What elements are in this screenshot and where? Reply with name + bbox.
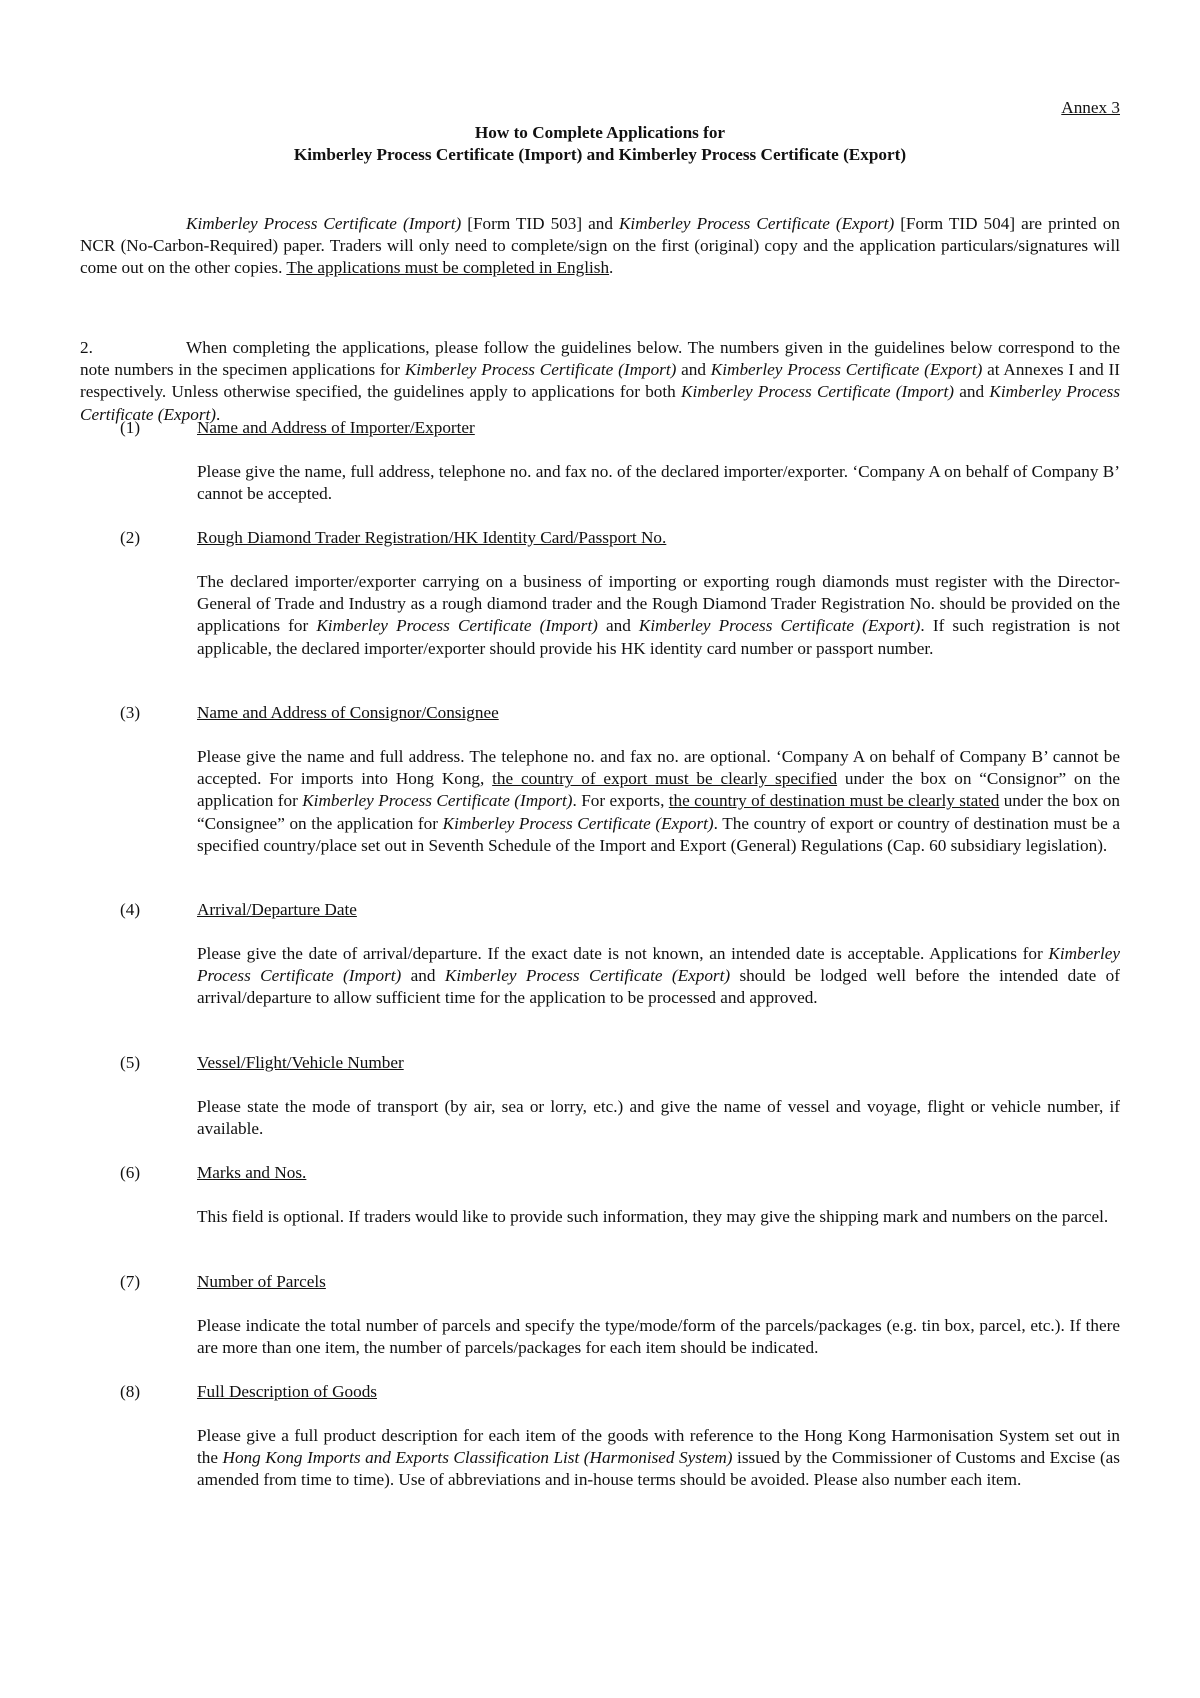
guideline-item — [120, 1381, 1120, 1492]
text-run: issued by the Commissioner of Customs and Excise (as amended from time to time). Use of abbreviations and in-house terms should be avoided. Please also number each item. — [197, 1448, 1120, 1490]
item-heading: Rough Diamond Trader Registration/HK Identity Card/Passport No. — [197, 528, 667, 547]
guideline-item — [120, 417, 1120, 505]
text-run: under the box on “Consignor” on the application for — [197, 769, 1120, 811]
paragraph-number: 2. — [80, 338, 93, 357]
item-number: (2) — [120, 528, 141, 547]
text-run: The declared importer/exporter carrying on a business of importing or exporting rough diamonds must register with the Director-General of Trade and Industry as a rough diamond trader and the Rough Diamond Trader Registration No. should be provided on the applications for — [197, 572, 1120, 636]
guideline-item — [120, 702, 1120, 857]
italic-text: Kimberley Process Certificate (Import) — [316, 616, 598, 636]
italic-text: Kimberley Process Certificate (Import) — [186, 214, 462, 233]
text-run: . — [216, 404, 221, 424]
item-number: (4) — [120, 900, 141, 919]
italic-text: Kimberley Process Certificate (Import) — [302, 791, 573, 811]
intro-paragraph — [80, 213, 1120, 280]
text-run: When completing the applications, please follow the guidelines below. The numbers given in the guidelines below correspond to the note numbers in the specimen applications for — [80, 338, 1120, 380]
italic-text: Kimberley Process Certificate (Export) — [442, 813, 714, 833]
underlined-text: The applications must be completed in English — [286, 258, 610, 278]
guideline-item — [120, 527, 1120, 660]
text-run: This field is optional. If traders would like to provide such information, they may give the shipping mark and numbers on the parcel. — [197, 1207, 1109, 1226]
guideline-item — [120, 899, 1120, 1010]
annex-label: Annex 3 — [1061, 98, 1120, 117]
text-run: Please give the name, full address, telephone no. and fax no. of the declared importer/exporter. ‘Company A on behalf of Company B’ cannot be accepted. — [197, 462, 1120, 504]
italic-text: Kimberley Process Certificate (Import) — [197, 944, 1120, 986]
text-run: . For exports, — [572, 791, 669, 811]
text-run: Please give the date of arrival/departure. If the exact date is not known, an intended date is acceptable. Applications for — [197, 944, 1049, 963]
underlined-text: the country of destination must be clearly stated — [668, 791, 1000, 811]
text-run: [Form TID 504] are printed on NCR (No-Carbon-Required) paper. Traders will only need to complete/sign on the first (original) copy and the application particulars/signatures will come out on the other copies. — [80, 214, 1120, 278]
paragraph-2 — [80, 337, 1120, 426]
text-run: and — [597, 616, 639, 636]
item-body — [197, 746, 1120, 857]
text-run: [Form TID 503] and — [461, 214, 619, 233]
text-run: Please indicate the total number of parcels and specify the type/mode/form of the parcels/packages (e.g. tin box, parcel, etc.). If there are more than one item, the number of parcels/packages for each item should be indicated. — [197, 1316, 1120, 1358]
item-body — [197, 1096, 1120, 1140]
italic-text: Kimberley Process Certificate (Export) — [618, 214, 895, 233]
italic-text: Kimberley Process Certificate (Import) — [681, 382, 954, 402]
item-heading: Number of Parcels — [197, 1272, 326, 1291]
text-run: . If such registration is not applicable, the declared importer/exporter should provide his HK identity card number or passport number. — [197, 616, 1121, 658]
item-number: (7) — [120, 1272, 141, 1291]
italic-text: Kimberley Process Certificate (Export) — [80, 382, 1121, 424]
title-line-1: How to Complete Applications for — [474, 123, 726, 142]
text-run: and — [953, 382, 990, 402]
item-heading: Name and Address of Importer/Exporter — [197, 418, 475, 437]
text-run: and — [401, 966, 445, 986]
document-title — [0, 122, 1200, 166]
item-number: (1) — [120, 418, 141, 437]
text-run: Please give the name and full address. The telephone no. and fax no. are optional. ‘Company A on behalf of Company B’ cannot be accepted. For imports into Hong Kong, — [197, 747, 1120, 789]
guideline-item — [120, 1162, 1120, 1228]
text-run: should be lodged well before the intended date of arrival/departure to allow sufficient time for the application to be processed and approved. — [197, 966, 1120, 1008]
item-body — [197, 461, 1120, 505]
italic-text: Kimberley Process Certificate (Import) — [404, 360, 677, 380]
item-number: (5) — [120, 1053, 141, 1072]
text-run: Please give a full product description for each item of the goods with reference to the Hong Kong Harmonisation System set out in the — [197, 1426, 1120, 1468]
item-body — [197, 1206, 1120, 1228]
item-heading: Vessel/Flight/Vehicle Number — [197, 1053, 404, 1072]
item-heading: Name and Address of Consignor/Consignee — [197, 703, 499, 722]
text-run: . The country of export or country of destination must be a specified country/place set out in Seventh Schedule of the Import and Export (General) Regulations (Cap. 60 subsidiary legislation). — [197, 813, 1121, 855]
paragraph-2-text — [80, 338, 1120, 424]
text-run: Please state the mode of transport (by air, sea or lorry, etc.) and give the name of vessel and voyage, flight or vehicle number, if available. — [197, 1097, 1120, 1139]
text-run: and — [676, 360, 711, 380]
item-body — [197, 571, 1120, 660]
item-body — [197, 943, 1120, 1010]
underlined-text: the country of export must be clearly specified — [492, 769, 838, 789]
guideline-item — [120, 1271, 1120, 1359]
item-body — [197, 1425, 1120, 1492]
item-heading: Arrival/Departure Date — [197, 900, 357, 919]
text-run: at Annexes I and II respectively. Unless otherwise specified, the guidelines apply to applications for both — [80, 360, 1120, 402]
item-number: (3) — [120, 703, 141, 722]
text-run: under the box on “Consignee” on the application for — [197, 791, 1120, 833]
intro-paragraph-text — [80, 214, 1120, 277]
item-number: (8) — [120, 1382, 141, 1401]
item-heading: Marks and Nos. — [197, 1163, 307, 1182]
guideline-item — [120, 1052, 1120, 1140]
italic-text: Kimberley Process Certificate (Export) — [710, 360, 983, 380]
item-number: (6) — [120, 1163, 141, 1182]
item-body — [197, 1315, 1120, 1359]
italic-text: Hong Kong Imports and Exports Classification List (Harmonised System) — [222, 1448, 733, 1468]
italic-text: Kimberley Process Certificate (Export) — [638, 616, 921, 636]
title-line-2: Kimberley Process Certificate (Import) and Kimberley Process Certificate (Export) — [293, 145, 907, 164]
text-run: . — [609, 258, 614, 278]
item-heading: Full Description of Goods — [197, 1382, 377, 1401]
italic-text: Kimberley Process Certificate (Export) — [444, 966, 731, 986]
